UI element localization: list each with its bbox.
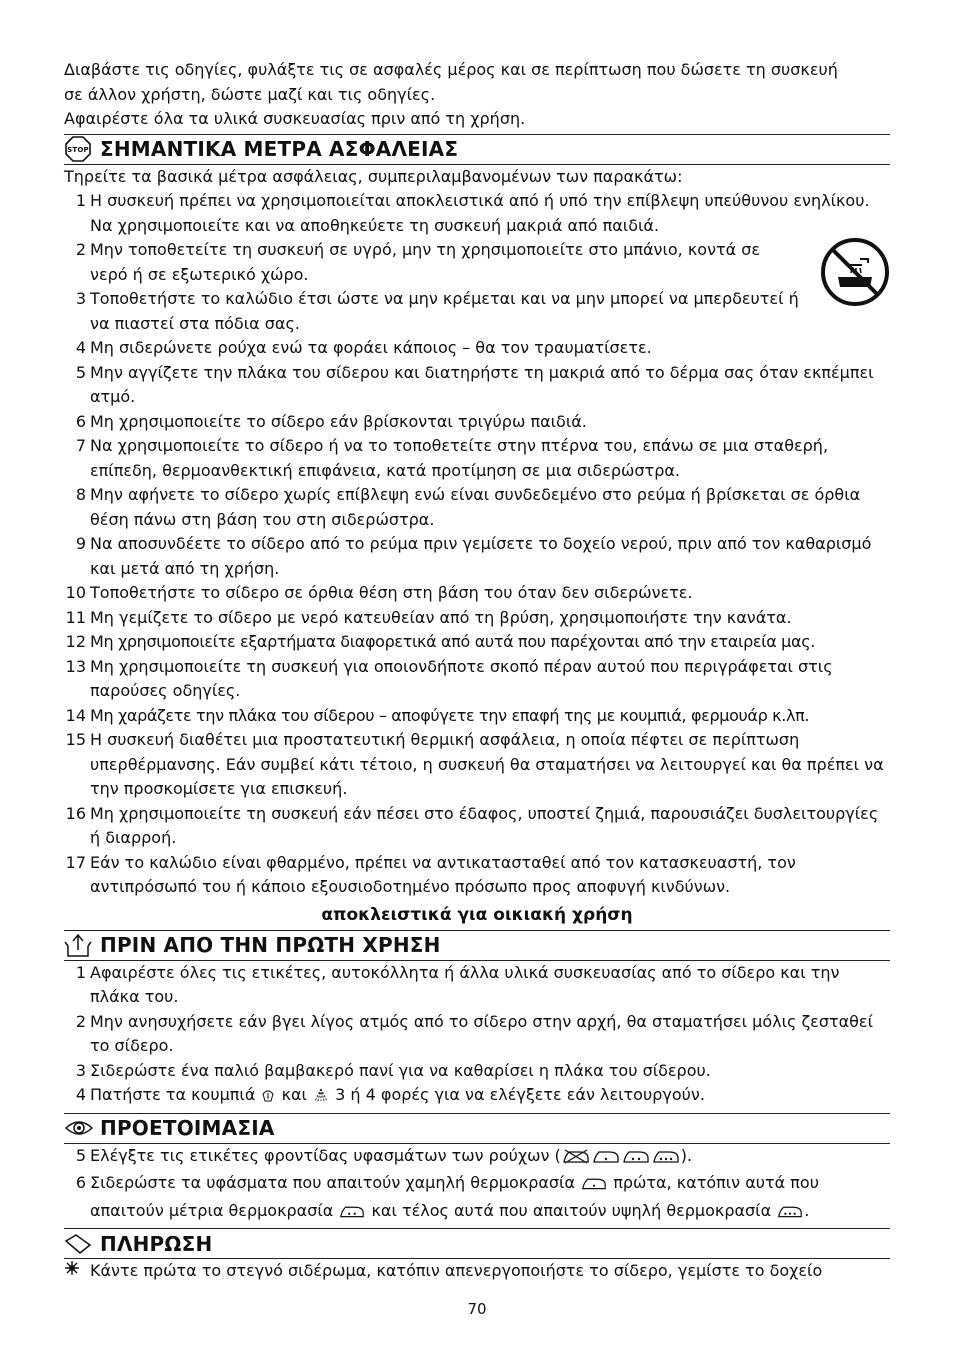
list-item: 17 Εάν το καλώδιο είναι φθαρμένο, πρέπει να αντικατασταθεί από τον κατασκευαστή, τον αντιπρόσωπό του ή κάποιο εξουσιοδοτημένο πρόσωπο προς αποφυγή κινδύνων. <box>65 852 796 896</box>
section-heading-preparation <box>64 1113 890 1144</box>
list-item: 7 Να χρησιμοποιείτε το σίδερο ή να το τοποθετείτε στην πτέρνα του, επάνω σε μια σταθερή, επίπεδη, θερμοανθεκτική επιφάνεια, κατά προτίμηση σε μια σιδερώστρα. <box>75 436 829 480</box>
intro-line-1: Διαβάστε τις οδηγίες, φυλάξτε τις σε ασφαλές μέρος και σε περίπτωση που δώσετε τη συσκευή <box>64 60 838 79</box>
preparation-list <box>64 1144 890 1227</box>
intro-line-2: σε άλλον χρήστη, δώστε μαζί και τις οδηγίες. <box>64 84 436 104</box>
list-item: 14 Μη χαράζετε την πλάκα του σίδερου – αποφύγετε την επαφή της με κουμπιά, φερμουάρ κ.λπ. <box>65 705 810 725</box>
list-item: 9 Να αποσυνδέετε το σίδερο από το ρεύμα πριν γεμίσετε το δοχείο νερού, πριν από τον καθαρισμό και μετά από τη χρήση. <box>75 534 872 578</box>
filling-text: Κάντε πρώτα το στεγνό σιδέρωμα, κατόπιν απενεργοποιήστε το σίδερο, γεμίστε το δοχείο <box>90 1261 823 1280</box>
list-item: 4 Πατήστε τα κουμπιά και 3 ή 4 φορές για να ελέγξετε εάν λειτουργούν. <box>64 1083 890 1111</box>
section-heading-safety <box>64 134 890 165</box>
stop-icon <box>64 135 100 163</box>
stop-icon-text: STOP <box>67 146 89 154</box>
page-content <box>64 58 890 1284</box>
iron-medium-icon <box>338 1202 366 1227</box>
unpack-box-icon <box>64 931 100 959</box>
preparation-title: ΠΡΟΕΤΟΙΜΑΣΙΑ <box>100 1116 275 1140</box>
water-tank-icon <box>64 1230 100 1258</box>
list-item: 5 Ελέγξτε τις ετικέτες φροντίδας υφασμάτων των ρούχων ( ). <box>64 1144 890 1172</box>
list-item: 16 Μη χρησιμοποιείτε τη συσκευή εάν πέσει στο έδαφος, υποστεί ζημιά, παρουσιάζει δυσλειτουργίες ή διαρροή. <box>65 803 879 847</box>
list-item: 2 Μην τοποθετείτε τη συσκευή σε υγρό, μην τη χρησιμοποιείτε στο μπάνιο, κοντά σε νερό ή σε εξωτερικό χώρο. <box>75 240 761 284</box>
iron-medium-icon <box>621 1147 651 1172</box>
list-item: 1 Αφαιρέστε όλες τις ετικέτες, αυτοκόλλητα ή άλλα υλικά συσκευασίας από το σίδερο και την πλάκα του. <box>75 962 840 1006</box>
iron-low-icon <box>591 1147 621 1172</box>
list-item: 5 Μην αγγίζετε την πλάκα του σίδερου και διατηρήστε τη μακριά από το δέρμα σας όταν εκπέμπει ατμό. <box>75 362 874 406</box>
list-item: 13 Μη χρησιμοποιείτε τη συσκευή για οποιονδήποτε σκοπό πέραν αυτού που περιγράφεται στις παρούσες οδηγίες. <box>65 656 833 700</box>
list-item: 2 Μην ανησυχήσετε εάν βγει λίγος ατμός από το σίδερο στην αρχή, θα σταματήσει μόλις ζεσταθεί το σίδερο. <box>75 1011 873 1055</box>
list-item: 8 Μην αφήνετε το σίδερο χωρίς επίβλεψη ενώ είναι συνδεδεμένο στο ρεύμα ή βρίσκεται σε όρθια θέση πάνω στη βάση του στη σιδερώστρα. <box>75 485 861 529</box>
no-bath-warning-icon <box>820 237 890 311</box>
list-item: 6 Σιδερώστε τα υφάσματα που απαιτούν χαμηλή θερμοκρασία πρώτα, κατόπιν αυτά που απαιτούν μέτρια θερμοκρασία και τέλος αυτά που απαιτούν υψηλή θερμοκρασία . <box>64 1171 890 1226</box>
first-use-list <box>64 961 890 1111</box>
list-item: 4 Μη σιδερώνετε ρούχα ενώ τα φοράει κάποιος – θα τον τραυματίσετε. <box>75 338 652 357</box>
safety-lead: Τηρείτε τα βασικά μέτρα ασφάλειας, συμπεριλαμβανομένων των παρακάτω: <box>64 166 683 186</box>
list-item: 10 Τοποθετήστε το σίδερο σε όρθια θέση στη βάση του όταν δεν σιδερώνετε. <box>65 583 693 602</box>
safety-list <box>64 189 890 900</box>
page-number: 70 <box>467 1300 487 1318</box>
intro-line-3: Αφαιρέστε όλα τα υλικά συσκευασίας πριν από τη χρήση. <box>64 109 526 128</box>
no-iron-icon <box>561 1147 591 1172</box>
sun-bullet-icon <box>64 1259 90 1284</box>
list-item: 1 Η συσκευή πρέπει να χρησιμοποιείται αποκλειστικά από ή υπό την επίβλεψη υπεύθυνου ενηλίκου. Να χρησιμοποιείτε και να αποθηκεύετε τη συσκευή μακριά από παιδιά. <box>75 191 870 235</box>
filling-text-row <box>64 1259 890 1284</box>
spray-button-icon <box>312 1086 330 1111</box>
safety-title: ΣΗΜΑΝΤΙΚΑ ΜΕΤΡΑ ΑΣΦΑΛΕΙΑΣ <box>100 137 459 161</box>
list-item: 12 Μη χρησιμοποιείτε εξαρτήματα διαφορετικά από αυτά που παρέχονται από την εταιρεία μας. <box>65 632 815 651</box>
list-item: 11 Μη γεμίζετε το σίδερο με νερό κατευθείαν από τη βρύση, χρησιμοποιήστε την κανάτα. <box>65 607 792 627</box>
iron-low-icon <box>580 1174 608 1199</box>
list-item: 6 Μη χρησιμοποιείτε το σίδερο εάν βρίσκονται τριγύρω παιδιά. <box>75 411 587 431</box>
iron-high-icon <box>776 1202 804 1227</box>
eye-icon <box>64 1114 100 1142</box>
steam-burst-button-icon <box>260 1086 276 1111</box>
filling-title: ΠΛΗΡΩΣΗ <box>100 1231 213 1256</box>
iron-high-icon <box>651 1147 681 1172</box>
section-heading-filling <box>64 1228 890 1259</box>
list-item: 3 Τοποθετήστε το καλώδιο έτσι ώστε να μην κρέμεται και να μην μπορεί να μπερδευτεί ή να πιαστεί στα πόδια σας. <box>75 289 799 333</box>
section-heading-first-use <box>64 930 890 961</box>
household-use-note: αποκλειστικά για οικιακή χρήση <box>321 904 633 925</box>
list-item: 3 Σιδερώστε ένα παλιό βαμβακερό πανί για να καθαρίσει η πλάκα του σίδερου. <box>75 1060 711 1080</box>
first-use-title: ΠΡΙΝ ΑΠΟ ΤΗΝ ΠΡΩΤΗ ΧΡΗΣΗ <box>100 933 441 957</box>
list-item: 15 Η συσκευή διαθέτει μια προστατευτική θερμική ασφάλεια, η οποία πέφτει σε περίπτωση υπερθέρμανσης. Εάν συμβεί κάτι τέτοιο, η συσκευή θα σταματήσει να λειτουργεί και θα πρέπει να την προσκομίσετε για επισκευή. <box>65 730 884 798</box>
